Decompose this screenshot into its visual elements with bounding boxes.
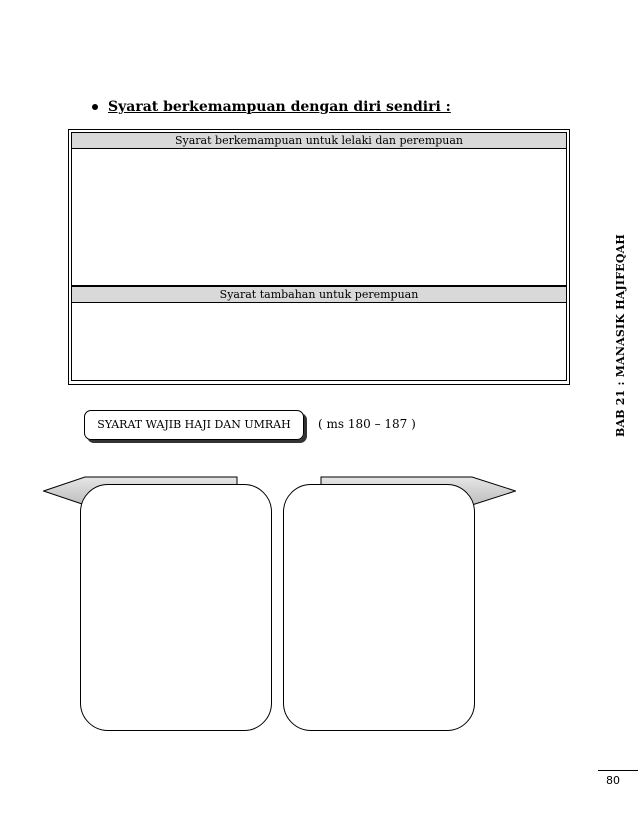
syarat-wajib-box: SYARAT WAJIB HAJI DAN UMRAH [84,410,304,440]
section-heading-text: Syarat berkemampuan dengan diri sendiri : [108,99,451,115]
haji-answer-box[interactable] [80,484,272,731]
table-cell-women-answer[interactable] [71,303,567,381]
table-header-women: Syarat tambahan untuk perempuan [71,286,567,303]
table-header-general: Syarat berkemampuan untuk lelaki dan perempuan [71,132,567,149]
bullet-icon [92,104,98,110]
page-number-divider [598,770,638,771]
section-heading [92,99,451,115]
page-number: 80 [606,774,620,787]
umrah-answer-box[interactable] [283,484,475,731]
table-cell-general-answer[interactable] [71,149,567,286]
chapter-side-title [606,230,634,440]
requirements-table [68,129,570,385]
chapter-side-title-text: BAB 21 : MANASIK HAJIFEQAH [613,233,627,437]
page-reference: ( ms 180 – 187 ) [318,417,416,431]
